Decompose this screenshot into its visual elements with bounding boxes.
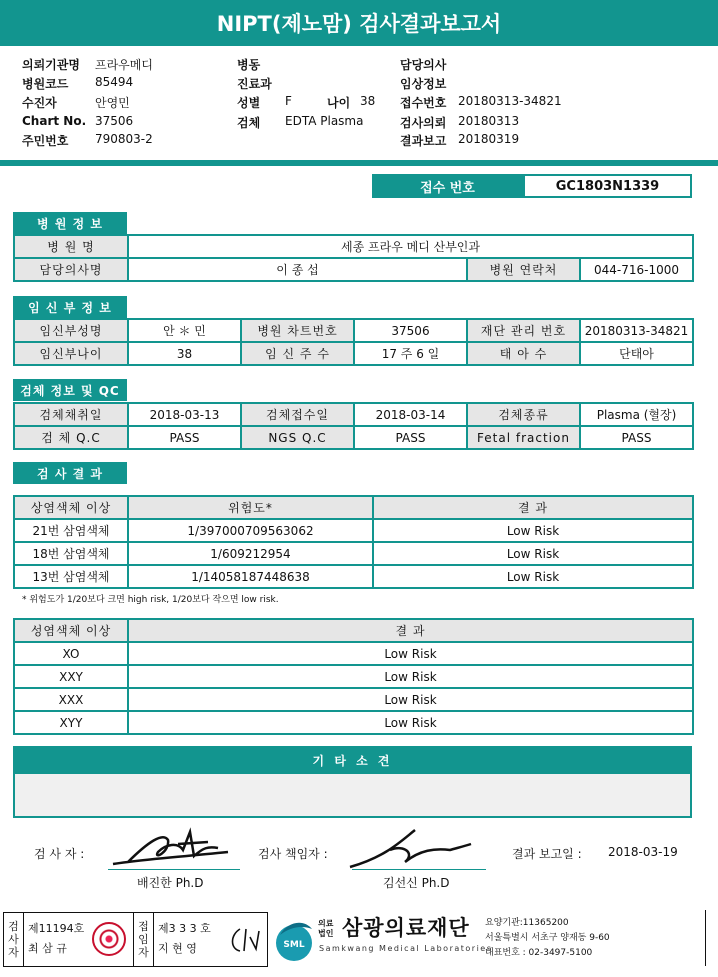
hospital-code-value: 85494 [95, 75, 134, 89]
foundation-info [485, 916, 610, 961]
table-row [14, 665, 693, 688]
abnormality-cell: 18번 삼염색체 [14, 542, 128, 565]
stamp-signature [226, 925, 262, 955]
ngs-qc-label: NGS Q.C [241, 426, 354, 449]
sex-col-abnormality-header: 성염색체 이상 [14, 619, 128, 642]
responsible-signature [345, 822, 475, 872]
responsible-sign-line [352, 869, 486, 870]
sex-abnormality-cell: XXX [14, 688, 128, 711]
table-row [14, 688, 693, 711]
foundation-english-name: Samkwang Medical Laboratories [319, 944, 493, 953]
table-row [14, 342, 693, 365]
patient-age-label: 임신부나이 [14, 342, 128, 365]
responsible-label: 검사 책임자 : [258, 847, 328, 861]
table-row [14, 519, 693, 542]
patient-chart-label: 병원 차트번호 [241, 319, 354, 342]
header-info [0, 52, 718, 164]
foundation-type: 의료 법인 [318, 919, 334, 938]
stamp-label-1: 검사자 [4, 913, 24, 966]
report-date-value: 2018-03-19 [608, 845, 678, 859]
collector-label: 수진자 [22, 96, 57, 110]
license-name-2: 지 현 영 [158, 942, 197, 955]
table-header-row [14, 619, 693, 642]
result-cell: Low Risk [373, 565, 693, 588]
table-row [14, 258, 693, 281]
chart-label: Chart No. [22, 114, 87, 128]
risk-footnote: * 위험도가 1/20보다 크면 high risk, 1/20보다 작으면 low risk. [22, 595, 279, 605]
abnormality-cell: 21번 삼염색체 [14, 519, 128, 542]
report-date-label: 결과 보고일 : [512, 847, 582, 861]
header-divider [0, 160, 718, 166]
sex-result-cell: Low Risk [128, 711, 693, 734]
specimen-table [13, 402, 694, 450]
patient-name-value: 안 ＊ 민 [128, 319, 241, 342]
fetus-label: 태 아 수 [467, 342, 580, 365]
svg-text:SML: SML [283, 940, 305, 950]
risk-cell: 1/14058187448638 [128, 565, 373, 588]
collect-date-label: 검체채취일 [14, 403, 128, 426]
doctor-name-label: 담당의사명 [14, 258, 128, 281]
institution-value: 프라우메디 [95, 58, 153, 72]
sex-result-cell: Low Risk [128, 665, 693, 688]
hospital-phone-label: 병원 연락처 [467, 258, 580, 281]
patient-table [13, 318, 694, 366]
hospital-phone-value: 044-716-1000 [580, 258, 693, 281]
table-row [14, 542, 693, 565]
specimen-label: 검체 [237, 116, 261, 130]
risk-cell: 1/397000709563062 [128, 519, 373, 542]
sml-logo-icon [274, 913, 314, 968]
sex-label: 성별 [237, 96, 261, 110]
foundation-no-value: 20180313-34821 [580, 319, 693, 342]
chart-value: 37506 [95, 114, 134, 128]
ngs-qc-value: PASS [354, 426, 467, 449]
col-abnormality-header: 상염색체 이상 [14, 496, 128, 519]
sex-abnormality-cell: XXY [14, 665, 128, 688]
foundation-address: 서울특별시 서초구 양재동 9-60 [485, 933, 610, 943]
sex-chromosome-table [13, 618, 694, 735]
dept-label: 진료과 [237, 77, 272, 91]
responsible-name: 김선신 Ph.D [383, 876, 450, 890]
col-risk-header: 위험도* [128, 496, 373, 519]
report-value: 20180319 [458, 132, 520, 146]
sex-abnormality-cell: XYY [14, 711, 128, 734]
institution-label: 의뢰기관명 [22, 58, 80, 72]
autosome-table [13, 495, 694, 589]
qc-label: 검 체 Q.C [14, 426, 128, 449]
weeks-label: 임 신 주 수 [241, 342, 354, 365]
risk-cell: 1/609212954 [128, 542, 373, 565]
edge-divider [705, 910, 718, 966]
fetal-fraction-label: Fetal fraction [467, 426, 580, 449]
hospital-section-tag: 병 원 정 보 [13, 212, 127, 234]
tester-sign-line [108, 869, 240, 870]
clinical-label: 임상정보 [400, 77, 447, 91]
age-value: 38 [360, 94, 376, 108]
seal-stamp-icon [92, 922, 126, 956]
collect-date-value: 2018-03-13 [128, 403, 241, 426]
tester-signature [108, 822, 238, 872]
sex-abnormality-cell: XO [14, 642, 128, 665]
specimen-section-tag: 검체 정보 및 QC [13, 379, 127, 401]
hospital-code-label: 병원코드 [22, 77, 69, 91]
stamp-label-2: 접임자 [134, 913, 154, 966]
patient-chart-value: 37506 [354, 319, 467, 342]
specimen-type-value: Plasma (혈장) [580, 403, 693, 426]
license-name-1: 최 삼 규 [28, 942, 67, 955]
receive-date-value: 2018-03-14 [354, 403, 467, 426]
license-no-2: 제3 3 3 호 [158, 922, 211, 935]
table-row [14, 642, 693, 665]
receipt-no-value: 20180313-34821 [458, 94, 562, 108]
foundation-no-label: 재단 관리 번호 [467, 319, 580, 342]
receipt-label: 접수 번호 [372, 174, 523, 198]
other-findings-body [13, 774, 692, 818]
request-label: 검사의뢰 [400, 116, 447, 130]
report-label: 결과보고 [400, 134, 447, 148]
fetal-fraction-value: PASS [580, 426, 693, 449]
doctor-label: 담당의사 [400, 58, 447, 72]
receive-date-label: 검체접수일 [241, 403, 354, 426]
fetus-value: 단태아 [580, 342, 693, 365]
resident-value: 790803-2 [95, 132, 153, 146]
table-header-row [14, 496, 693, 519]
sex-col-result-header: 결 과 [128, 619, 693, 642]
table-row [14, 403, 693, 426]
patient-name-label: 임신부성명 [14, 319, 128, 342]
foundation-code: 요양기관:11365200 [485, 918, 569, 928]
qc-value: PASS [128, 426, 241, 449]
patient-age-value: 38 [128, 342, 241, 365]
sex-result-cell: Low Risk [128, 688, 693, 711]
sex-value: F [285, 94, 292, 108]
hospital-table [13, 234, 694, 282]
table-row [14, 235, 693, 258]
foundation-name: 삼광의료재단 [342, 916, 470, 940]
hospital-name-label: 병 원 명 [14, 235, 128, 258]
collector-value: 안영민 [95, 96, 130, 110]
other-findings-header: 기 타 소 견 [13, 746, 692, 774]
doctor-name-value: 이 종 섭 [128, 258, 467, 281]
specimen-value: EDTA Plasma [285, 114, 364, 128]
weeks-value: 17 주 6 일 [354, 342, 467, 365]
ward-label: 병동 [237, 58, 261, 72]
age-label: 나이 [327, 96, 351, 110]
license-no-1: 제11194호 [28, 922, 85, 935]
receipt-no-label: 접수번호 [400, 96, 447, 110]
table-row [14, 711, 693, 734]
col-result-header: 결 과 [373, 496, 693, 519]
result-cell: Low Risk [373, 542, 693, 565]
specimen-type-label: 검체종류 [467, 403, 580, 426]
foundation-phone: 대표번호 : 02-3497-5100 [485, 948, 593, 958]
table-row [14, 565, 693, 588]
request-value: 20180313 [458, 114, 520, 128]
hospital-name-value: 세종 프라우 메디 산부인과 [128, 235, 693, 258]
results-section-tag: 검 사 결 과 [13, 462, 127, 484]
receipt-value: GC1803N1339 [523, 174, 692, 198]
tester-label: 검 사 자 : [34, 847, 85, 861]
tester-name: 배진한 Ph.D [137, 876, 204, 890]
abnormality-cell: 13번 삼염색체 [14, 565, 128, 588]
patient-section-tag: 임 신 부 정 보 [13, 296, 127, 318]
table-row [14, 319, 693, 342]
report-title: NIPT(제노맘) 검사결과보고서 [0, 0, 718, 46]
resident-label: 주민번호 [22, 134, 69, 148]
result-cell: Low Risk [373, 519, 693, 542]
table-row [14, 426, 693, 449]
sex-result-cell: Low Risk [128, 642, 693, 665]
